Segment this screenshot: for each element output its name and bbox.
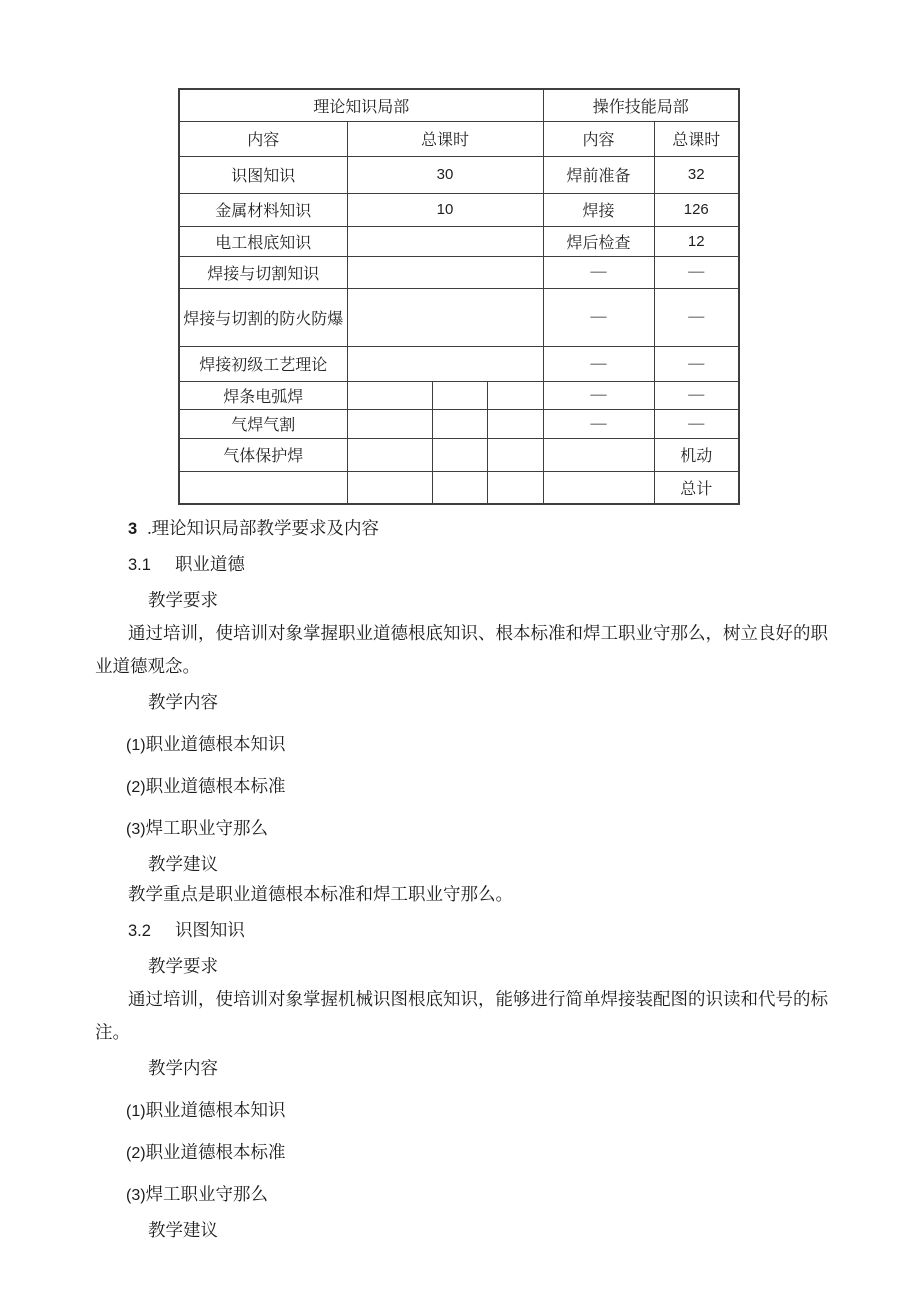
doc-line-text: 职业道德根本标准 <box>145 1142 286 1162</box>
cell-skill-hours: 32 <box>654 156 739 193</box>
table-row <box>179 193 739 226</box>
section-heading <box>95 517 855 539</box>
doc-line-text: 职业道德根本知识 <box>145 1100 286 1120</box>
cell-skill-content: — <box>543 346 654 381</box>
cell-theory-content: 电工根底知识 <box>179 226 347 256</box>
doc-paragraph-line <box>95 988 855 1010</box>
doc-line-text: 注。 <box>95 1022 130 1042</box>
doc-label <box>95 589 855 611</box>
cell-theory-content: 焊条电弧焊 <box>179 381 347 409</box>
document-body <box>95 503 855 1241</box>
cell-empty <box>487 438 543 471</box>
cell-empty <box>432 471 487 504</box>
doc-label <box>95 691 855 713</box>
doc-list-item <box>95 733 855 755</box>
doc-line-text: 通过培训，使培训对象掌握机械识图根底知识，能够进行简单焊接装配图的识读和代号的标 <box>128 989 828 1009</box>
table-row <box>179 226 739 256</box>
cell-theory-content: 识图知识 <box>179 156 347 193</box>
doc-line-text: 教学建议 <box>148 854 218 874</box>
table-row-column-header <box>179 121 739 156</box>
subsection-number: 3.2 <box>128 922 151 940</box>
item-number: (3) <box>126 821 146 838</box>
cell-skill-content: — <box>543 381 654 409</box>
item-number: (1) <box>126 1103 146 1120</box>
cell-empty <box>487 381 543 409</box>
table-row <box>179 471 739 504</box>
cell-theory-content: 焊接初级工艺理论 <box>179 346 347 381</box>
curriculum-table-wrapper <box>178 88 740 505</box>
doc-list-item <box>95 817 855 839</box>
cell-skill-hours: 12 <box>654 226 739 256</box>
subsection-heading <box>95 553 855 575</box>
subsection-number: 3.1 <box>128 556 151 574</box>
doc-label <box>95 955 855 977</box>
doc-line-text: 教学重点是职业道德根本标准和焊工职业守那么。 <box>128 884 513 904</box>
cell-skill-hours: 总计 <box>654 471 739 504</box>
cell-theory-content: 焊接与切割的防火防爆 <box>179 288 347 346</box>
doc-line-text: 教学要求 <box>148 956 218 976</box>
doc-paragraph-line <box>95 622 855 644</box>
cell-empty <box>347 409 432 438</box>
cell-empty <box>487 409 543 438</box>
cell-theory-content: 气体保护焊 <box>179 438 347 471</box>
item-number: (2) <box>126 779 146 796</box>
table-row <box>179 156 739 193</box>
cell-theory-hours <box>347 346 543 381</box>
cell-skill-content: — <box>543 409 654 438</box>
doc-list-item <box>95 1141 855 1163</box>
cell-theory-content: 气焊气割 <box>179 409 347 438</box>
doc-line-text: 业道德观念。 <box>95 656 200 676</box>
curriculum-table <box>178 88 740 505</box>
cell-skill-hours: — <box>654 409 739 438</box>
cell-empty <box>432 409 487 438</box>
doc-paragraph-line <box>95 883 855 905</box>
theory-hours-header: 总课时 <box>347 121 543 156</box>
doc-line-text: 焊工职业守那么 <box>145 818 269 838</box>
cell-theory-hours: 10 <box>347 193 543 226</box>
cell-skill-hours: 机动 <box>654 438 739 471</box>
skill-hours-header: 总课时 <box>654 121 739 156</box>
cell-skill-content <box>543 471 654 504</box>
table-row <box>179 438 739 471</box>
cell-skill-hours: — <box>654 256 739 288</box>
table-row <box>179 409 739 438</box>
item-number: (2) <box>126 1145 146 1162</box>
doc-line-text: 职业道德 <box>174 554 245 574</box>
doc-line-text: 职业道德根本知识 <box>145 734 286 754</box>
doc-list-item <box>95 775 855 797</box>
cell-skill-content: — <box>543 288 654 346</box>
cell-empty <box>347 438 432 471</box>
cell-skill-hours: 126 <box>654 193 739 226</box>
cell-skill-content: — <box>543 256 654 288</box>
doc-label <box>95 1057 855 1079</box>
table-row <box>179 346 739 381</box>
cell-theory-content: 焊接与切割知识 <box>179 256 347 288</box>
table-row <box>179 256 739 288</box>
cell-theory-hours <box>347 288 543 346</box>
theory-section-title: 理论知识局部 <box>179 89 543 121</box>
cell-skill-content: 焊后检查 <box>543 226 654 256</box>
cell-theory-content: 金属材料知识 <box>179 193 347 226</box>
cell-empty <box>347 471 432 504</box>
doc-list-item <box>95 1183 855 1205</box>
section-number: 3 <box>128 520 138 538</box>
doc-line-text: 教学要求 <box>148 590 218 610</box>
doc-paragraph-line <box>95 655 855 677</box>
cell-empty <box>432 438 487 471</box>
doc-paragraph-line <box>95 1021 855 1043</box>
skill-section-title: 操作技能局部 <box>543 89 739 121</box>
doc-label <box>95 853 855 875</box>
skill-content-header: 内容 <box>543 121 654 156</box>
item-number: (3) <box>126 1187 146 1204</box>
subsection-heading <box>95 919 855 941</box>
cell-skill-hours: — <box>654 346 739 381</box>
doc-line-text: 教学内容 <box>148 1058 218 1078</box>
cell-skill-content <box>543 438 654 471</box>
doc-line-text: 教学内容 <box>148 692 218 712</box>
doc-line-text: .理论知识局部教学要求及内容 <box>147 518 380 538</box>
doc-label <box>95 1219 855 1241</box>
doc-line-text: 识图知识 <box>174 920 245 940</box>
doc-list-item <box>95 1099 855 1121</box>
cell-theory-hours: 30 <box>347 156 543 193</box>
doc-line-text: 通过培训，使培训对象掌握职业道德根底知识、根本标准和焊工职业守那么，树立良好的职 <box>128 623 828 643</box>
cell-skill-hours: — <box>654 381 739 409</box>
table-row-section-header <box>179 89 739 121</box>
cell-theory-hours <box>347 226 543 256</box>
doc-line-text: 焊工职业守那么 <box>145 1184 269 1204</box>
item-number: (1) <box>126 737 146 754</box>
cell-skill-content: 焊接 <box>543 193 654 226</box>
cell-skill-hours: — <box>654 288 739 346</box>
table-row <box>179 288 739 346</box>
cell-empty <box>487 471 543 504</box>
theory-content-header: 内容 <box>179 121 347 156</box>
doc-line-text: 职业道德根本标准 <box>145 776 286 796</box>
table-row <box>179 381 739 409</box>
cell-empty <box>347 381 432 409</box>
cell-skill-content: 焊前准备 <box>543 156 654 193</box>
cell-empty <box>432 381 487 409</box>
cell-theory-hours <box>347 256 543 288</box>
doc-line-text: 教学建议 <box>148 1220 218 1240</box>
cell-theory-content <box>179 471 347 504</box>
